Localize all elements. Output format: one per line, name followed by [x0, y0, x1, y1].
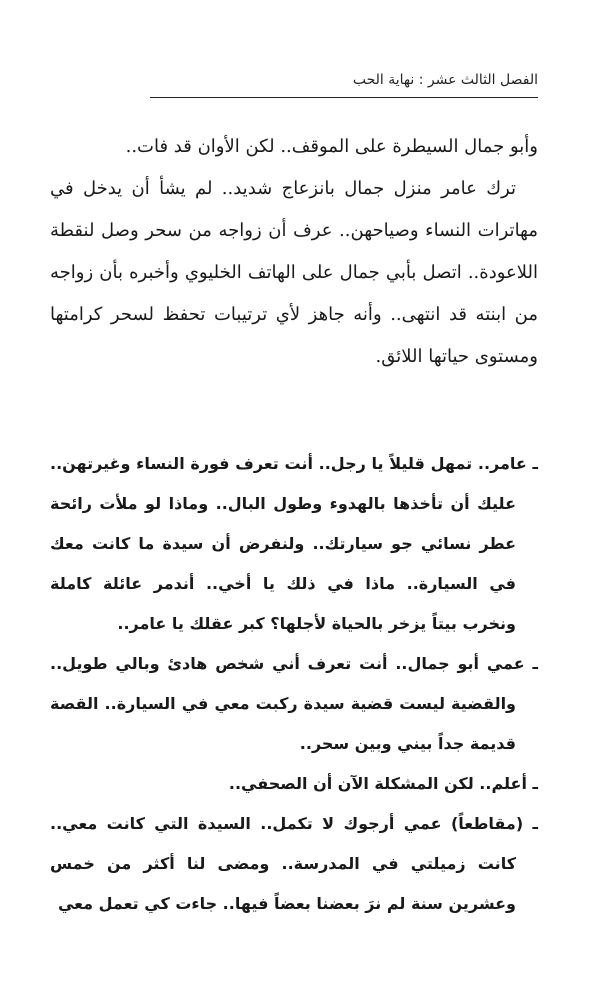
dialogue-block — [50, 444, 538, 924]
dialogue-line: ـ (مقاطعاً) عمي أرجوك لا تكمل.. السيدة التي كانت معي.. كانت زميلتي في المدرسة.. ومضى لنا أكثر من خمس وعشرين سنة لم نرَ بعضنا بعضاً فيها.. جاءت كي تعمل معي — [50, 814, 538, 913]
dialogue-line: ـ عمي أبو جمال.. أنت تعرف أني شخص هادئ وبالي طويل.. والقضية ليست قضية سيدة ركبت معي في السيارة.. القصة قديمة جداً بيني وبين سحر.. — [50, 654, 538, 753]
header-rule — [150, 97, 538, 98]
narrative-paragraph: ترك عامر منزل جمال بانزعاج شديد.. لم يشأ أن يدخل في مهاترات النساء وصياحهن.. عرف أن زواجه من سحر وصل لنقطة اللاعودة.. اتصل بأبي جمال على الهاتف الخليوي وأخبره بأن زواجه من ابنته قد انتهى.. وأنه جاهز لأي ترتيبات تحفظ لسحر كرامتها ومستوى حياتها اللائق. — [50, 178, 538, 367]
running-header: الفصل الثالث عشر : نهاية الحب — [352, 72, 538, 88]
narrative-paragraph: وأبو جمال السيطرة على الموقف.. لكن الأوان قد فات.. — [125, 136, 538, 157]
dialogue-line: ـ أعلم.. لكن المشكلة الآن أن الصحفي.. — [228, 774, 538, 793]
narrative-block — [50, 126, 538, 378]
dialogue-line: ـ عامر.. تمهل قليلاً يا رجل.. أنت تعرف فورة النساء وغيرتهن.. عليك أن تأخذها بالهدوء وطول البال.. وماذا لو ملأت رائحة عطر نسائي جو سيارتك.. ولنفرض أن سيدة ما كانت معك في السيارة.. ماذا في ذلك يا أخي.. أندمر عائلة كاملة ونخرب بيتاً يزخر بالحياة لأجلها؟ كبر عقلك يا عامر.. — [50, 454, 538, 633]
